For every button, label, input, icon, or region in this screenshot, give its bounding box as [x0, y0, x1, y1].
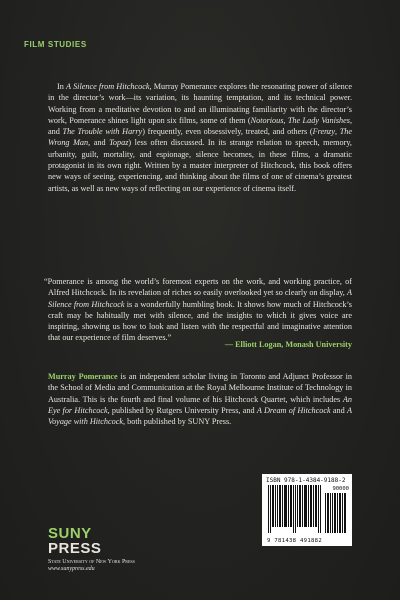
- barcode-addon-bars: [325, 493, 347, 533]
- publisher-block: [48, 526, 135, 572]
- publisher-name: State University of New York Press: [48, 559, 135, 565]
- author-bio: Murray Pomerance is an independent scholar living in Toronto and Adjunct Professor in the School of Media and Communication at the Royal Melbourne Institute of Technology in Australia. This is the fourth and final volume of his Hitchcock Quartet, which includes An Eye for Hitchcock, published by Rutgers University Press, and A Dream of Hitchcock and A Voyage with Hitchcock, both published by SUNY Press.: [48, 372, 353, 427]
- isbn-label: ISBN 978-1-4384-9188-2: [266, 477, 346, 484]
- isbn-barcode: [262, 474, 352, 546]
- category-label: FILM STUDIES: [24, 40, 87, 49]
- author-name: Murray Pomerance: [48, 372, 118, 381]
- endorsement-quote: “Pomerance is among the world’s foremost experts on the work, and working practice, of Alfred Hitchcock. In its revelation of riches so easily overlooked yet so clearly on display, A Silence from Hitchcock is a wonderfully humbling book. It shows how much of Hitchcock’s craft may be habitually met with silence, and the insights to which it gives voice are inspiring, showing us how to look and listen with the respectful and imaginative attention that our experience of film deserves.”: [44, 277, 352, 343]
- quote-attribution: — Elliott Logan, Monash University: [224, 340, 352, 349]
- price-code: 90000: [332, 486, 349, 492]
- barcode-bars: [268, 485, 322, 533]
- barcode-digits: 9 781438 491882: [267, 538, 323, 544]
- publisher-url: www.sunypress.edu: [48, 566, 95, 572]
- book-description: In A Silence from Hitchcock, Murray Pomerance explores the resonating power of silence in the director’s work—its variation, its haunting temptation, and its technical power. Working from a meditative devotion to and an illuminating familiarity with the director’s work, Pomerance shines light upon six films, some of them (Notorious, The Lady Vanishes, and The Trouble with Harry) frequently, even obsessively, treated, and others (Frenzy, The Wrong Man, and Topaz) less often discussed. In its strange relation to speech, memory, urbanity, guilt, mortality, and espionage, silence becomes, in these films, a dramatic protagonist in its own right. Written by a master interpreter of Hitchcock, this book offers new ways of seeing, experiencing, and thinking about the films of one of cinema’s greatest artists, as well as new ways of reflecting on our experience of cinema itself.: [48, 82, 353, 193]
- press-logo-text: PRESS: [48, 540, 102, 557]
- suny-logo-text: SUNY: [48, 525, 92, 542]
